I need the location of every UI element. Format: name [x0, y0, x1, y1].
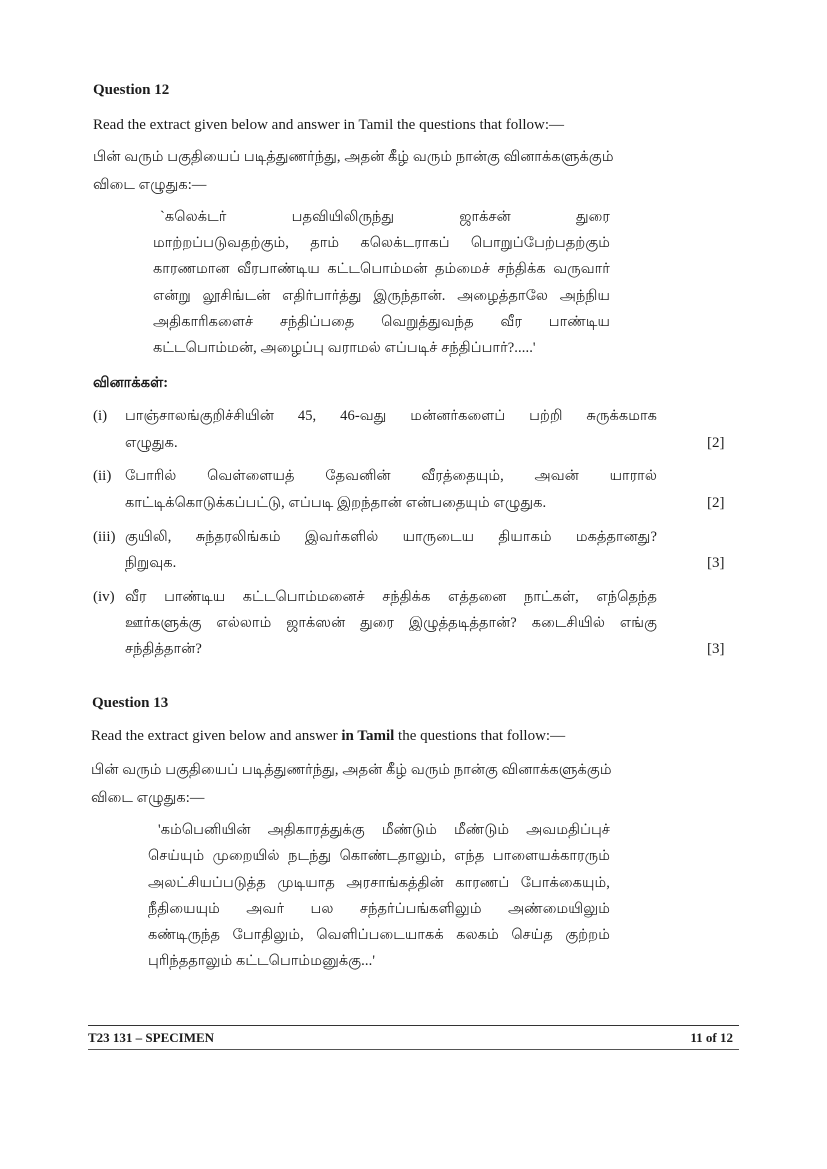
q12-extract-line: மாற்றப்படுவதற்கும், தாம் கலெக்டராகப் பொறுப்பேற்பதற்கும் — [153, 235, 610, 251]
q12-extract-line: என்று லூசிங்டன் எதிர்பார்த்து இருந்தான். அழைத்தாலே அந்நிய — [153, 288, 610, 304]
q13-extract-line: கண்டிருந்த போதிலும், வெளிப்படையாகக் கலகம் செய்த குற்றம் — [148, 927, 610, 943]
q12-questions-heading: வினாக்கள்: — [93, 375, 169, 391]
question-number: (i) — [93, 408, 108, 424]
q13-instruction-post: the questions that follow:— — [394, 728, 566, 744]
q12-extract-line: கட்டபொம்மன், அழைப்பு வராமல் எப்படிச் சந்திப்பார்?.....' — [153, 340, 536, 356]
q12-extract-line: காரணமான வீரபாண்டிய கட்டபொம்மன் தம்மைச் சந்திக்க வருவார் — [153, 261, 610, 277]
marks-label: [2] — [707, 435, 725, 451]
marks-label: [3] — [707, 641, 725, 657]
question-text-line: எழுதுக. — [125, 435, 178, 451]
footer-rule-top — [88, 1025, 739, 1026]
q13-instruction-tamil-line2: விடை எழுதுக:— — [91, 790, 205, 806]
footer-rule-bottom — [88, 1049, 739, 1050]
question-text-line: காட்டிக்கொடுக்கப்பட்டு, எப்படி இறந்தான் என்பதையும் எழுதுக. — [125, 495, 547, 511]
q12-extract-line: அதிகாரிகளைச் சந்திப்பதை வெறுத்துவந்த வீர பாண்டிய — [153, 314, 610, 330]
question-12-title: Question 12 — [93, 82, 170, 98]
q13-extract-line: நீதியையும் அவர் பல சந்தர்ப்பங்களிலும் அண்மையிலும் — [148, 901, 610, 917]
question-text-line: சந்தித்தான்? — [125, 641, 202, 657]
question-text-line: பாஞ்சாலங்குறிச்சியின் 45, 46-வது மன்னர்களைப் பற்றி சுருக்கமாக — [125, 408, 657, 424]
q13-extract-line: புரிந்ததாலும் கட்டபொம்மனுக்கு...' — [148, 953, 376, 969]
q13-extract-line: அலட்சியப்படுத்த முடியாத அரசாங்கத்தின் காரணப் போக்கையும், — [148, 875, 610, 891]
marks-label: [2] — [707, 495, 725, 511]
q13-instruction-english — [91, 728, 565, 745]
q12-instruction-tamil-line2: விடை எழுதுக:— — [93, 177, 207, 193]
q13-extract-line: செய்யும் முறையில் நடந்து கொண்டதாலும், எந்த பாளையக்காரரும் — [148, 848, 610, 864]
q13-instruction-pre: Read the extract given below and answer — [91, 728, 342, 744]
question-number: (iii) — [93, 529, 116, 545]
q13-instruction-bold: in Tamil — [341, 728, 395, 744]
q13-extract-line: 'கம்பெனியின் அதிகாரத்துக்கு மீண்டும் மீண்டும் அவமதிப்புச் — [158, 822, 610, 838]
question-text-line: நிறுவுக. — [125, 555, 177, 571]
footer-code: T23 131 – SPECIMEN — [88, 1030, 215, 1045]
question-13-title: Question 13 — [92, 695, 169, 711]
question-text-line: போரில் வெள்ளையத் தேவனின் வீரத்தையும், அவன் யாரால் — [125, 468, 657, 484]
q12-instruction-english: Read the extract given below and answer in Tamil the questions that follow:— — [93, 117, 565, 133]
question-number: (iv) — [93, 589, 115, 605]
footer-page-number: 11 of 12 — [690, 1030, 733, 1045]
question-text-line: ஊர்களுக்கு எல்லாம் ஜாக்ஸன் துரை இழுத்தடித்தான்? கடைசியில் எங்கு — [125, 615, 657, 631]
q12-instruction-tamil-line1: பின் வரும் பகுதியைப் படித்துணர்ந்து, அதன் கீழ் வரும் நான்கு வினாக்களுக்கும் — [93, 149, 614, 165]
question-text-line: குயிலி, சுந்தரலிங்கம் இவர்களில் யாருடைய தியாகம் மகத்தானது? — [125, 529, 657, 545]
marks-label: [3] — [707, 555, 725, 571]
question-text-line: வீர பாண்டிய கட்டபொம்மனைச் சந்திக்க எத்தனை நாட்கள், எந்தெந்த — [125, 589, 657, 605]
q12-extract-line: `கலெக்டர் பதவியிலிருந்து ஜாக்சன் துரை — [160, 209, 610, 225]
question-number: (ii) — [93, 468, 112, 484]
q13-instruction-tamil-line1: பின் வரும் பகுதியைப் படித்துணர்ந்து, அதன் கீழ் வரும் நான்கு வினாக்களுக்கும் — [91, 762, 612, 778]
